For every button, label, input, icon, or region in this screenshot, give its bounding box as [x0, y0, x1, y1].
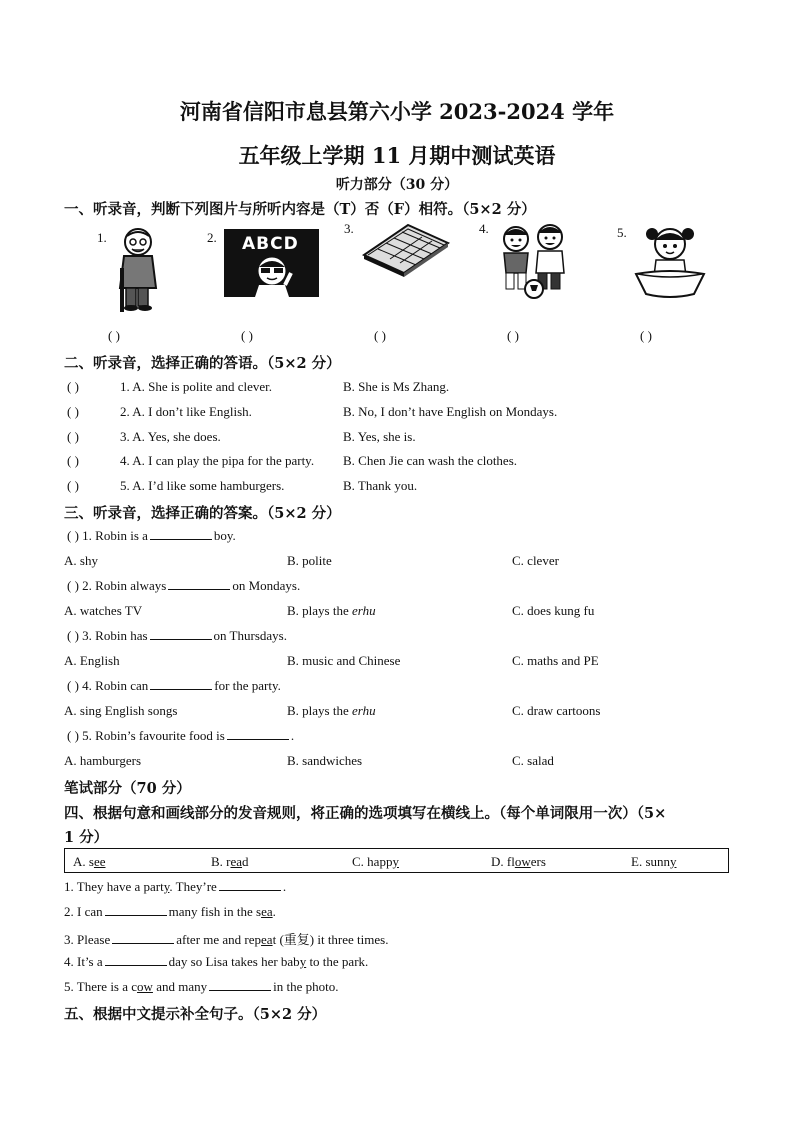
s4-blank-3[interactable]	[112, 932, 174, 944]
s3-q1-option-b: B. polite	[287, 553, 332, 568]
word-option-d: D. flowers	[491, 854, 546, 869]
s4-blank-1[interactable]	[219, 879, 281, 891]
s3-q2-stem: ( ) 2. Robin always on Mondays.	[67, 578, 301, 593]
s3-q3-blank[interactable]	[150, 628, 212, 640]
s4-sentence-1: 1. They have a party. They’re .	[64, 879, 287, 894]
s3-q1-option-c: C. clever	[512, 553, 559, 568]
s2-q5-option-b: B. Thank you.	[343, 478, 418, 493]
word-option-a: A. see	[73, 854, 106, 869]
pic-number-4: 4.	[479, 221, 489, 236]
s3-q1-blank[interactable]	[150, 528, 212, 540]
s3-q1-paren[interactable]: ( )	[67, 528, 79, 543]
old-man-picture	[108, 226, 164, 314]
s2-q1-paren[interactable]: ( )	[67, 379, 79, 394]
word-option-c: C. happy	[352, 854, 399, 869]
s3-q3-option-b: B. music and Chinese	[287, 653, 401, 668]
s3-q3-stem: ( ) 3. Robin has on Thursdays.	[67, 628, 287, 643]
section1-heading: 一、听录音，判断下列图片与所听内容是（T）否（F）相符。（5×2 分）	[64, 201, 536, 218]
s3-q2-option-c: C. does kung fu	[512, 603, 595, 618]
s4-blank-4[interactable]	[105, 954, 167, 966]
two-boys-football-picture	[494, 221, 578, 299]
s3-q5-paren[interactable]: ( )	[67, 728, 79, 743]
s2-q1-option-b: B. She is Ms Zhang.	[343, 379, 450, 394]
s2-q4-option-a: 4. A. I can play the pipa for the party.	[120, 453, 315, 468]
answer-paren-3[interactable]: ( )	[374, 328, 386, 343]
s4-sentence-2: 2. I can many fish in the sea.	[64, 904, 276, 919]
s3-q4-paren[interactable]: ( )	[67, 678, 79, 693]
s2-q2-option-a: 2. A. I don’t like English.	[120, 404, 252, 419]
s3-q1-option-a: A. shy	[64, 553, 98, 568]
listening-part-label: 听力部分（30 分）	[335, 177, 459, 193]
pic-number-1: 1.	[97, 230, 107, 245]
s3-q3-paren[interactable]: ( )	[67, 628, 79, 643]
s4-sentence-5: 5. There is a cow and many in the photo.	[64, 979, 339, 994]
section4-heading-line2: 1 分）	[64, 829, 109, 846]
s3-q4-stem: ( ) 4. Robin can for the party.	[67, 678, 281, 693]
s3-q2-option-b: B. plays the erhu	[287, 603, 376, 618]
s4-sentence-4: 4. It’s a day so Lisa takes her baby to the park.	[64, 954, 369, 969]
s3-q5-option-c: C. salad	[512, 753, 554, 768]
s3-q5-stem: ( ) 5. Robin’s favourite food is .	[67, 728, 295, 743]
boy-with-sunglasses-icon	[249, 255, 295, 297]
s3-q3-option-a: A. English	[64, 653, 120, 668]
s2-q3-option-a: 3. A. Yes, she does.	[120, 429, 221, 444]
girl-washing-clothes-picture	[632, 222, 708, 300]
s3-q3-option-c: C. maths and PE	[512, 653, 599, 668]
answer-paren-2[interactable]: ( )	[241, 328, 253, 343]
s2-q4-option-b: B. Chen Jie can wash the clothes.	[343, 453, 518, 468]
s3-q2-paren[interactable]: ( )	[67, 578, 79, 593]
s3-q5-blank[interactable]	[227, 728, 289, 740]
exam-title-line2: 五年级上学期 11 月期中测试英语	[238, 143, 556, 168]
pic-number-2: 2.	[207, 230, 217, 245]
s2-q1-option-a: 1. A. She is polite and clever.	[120, 379, 273, 394]
s2-q5-option-a: 5. A. I’d like some hamburgers.	[120, 478, 285, 493]
s3-q2-option-a: A. watches TV	[64, 603, 143, 618]
s4-blank-5[interactable]	[209, 979, 271, 991]
s4-blank-2[interactable]	[105, 904, 167, 916]
s3-q2-blank[interactable]	[168, 578, 230, 590]
s2-q2-paren[interactable]: ( )	[67, 404, 79, 419]
s2-q3-paren[interactable]: ( )	[67, 429, 79, 444]
s3-q4-blank[interactable]	[150, 678, 212, 690]
s3-q5-option-b: B. sandwiches	[287, 753, 363, 768]
pic-number-3: 3.	[344, 221, 354, 236]
s2-q5-paren[interactable]: ( )	[67, 478, 79, 493]
s2-q3-option-b: B. Yes, she is.	[343, 429, 416, 444]
exam-title-line1: 河南省信阳市息县第六小学 2023-2024 学年	[179, 99, 615, 124]
section3-heading: 三、听录音，选择正确的答案。（5×2 分）	[64, 505, 341, 522]
written-part-label: 笔试部分（70 分）	[64, 780, 191, 797]
section4-heading-line1: 四、根据句意和画线部分的发音规则，将正确的选项填写在横线上。（每个单词限用一次）（5×	[64, 805, 667, 822]
answer-paren-1[interactable]: ( )	[108, 328, 120, 343]
section5-heading: 五、根据中文提示补全句子。（5×2 分）	[64, 1006, 327, 1023]
word-options-box	[64, 848, 729, 873]
s3-q4-option-a: A. sing English songs	[64, 703, 178, 718]
section2-heading: 二、听录音，选择正确的答语。（5×2 分）	[64, 355, 341, 372]
s3-q5-option-a: A. hamburgers	[64, 753, 142, 768]
s3-q1-stem: ( ) 1. Robin is a boy.	[67, 528, 236, 543]
pic-number-5: 5.	[617, 225, 627, 240]
s4-sentence-3: 3. Please after me and repeat (重复) it three times.	[64, 932, 389, 947]
s2-q4-paren[interactable]: ( )	[67, 453, 79, 468]
s2-q2-option-b: B. No, I don’t have English on Mondays.	[343, 404, 558, 419]
answer-paren-4[interactable]: ( )	[507, 328, 519, 343]
blackboard-picture	[224, 229, 319, 297]
answer-paren-5[interactable]: ( )	[640, 328, 652, 343]
s3-q4-option-b: B. plays the erhu	[287, 703, 376, 718]
word-option-b: B. read	[211, 854, 249, 869]
word-option-e: E. sunny	[631, 854, 677, 869]
blackboard-text: ABCD	[242, 234, 299, 254]
sandwich-picture	[360, 221, 452, 277]
s3-q4-option-c: C. draw cartoons	[512, 703, 601, 718]
